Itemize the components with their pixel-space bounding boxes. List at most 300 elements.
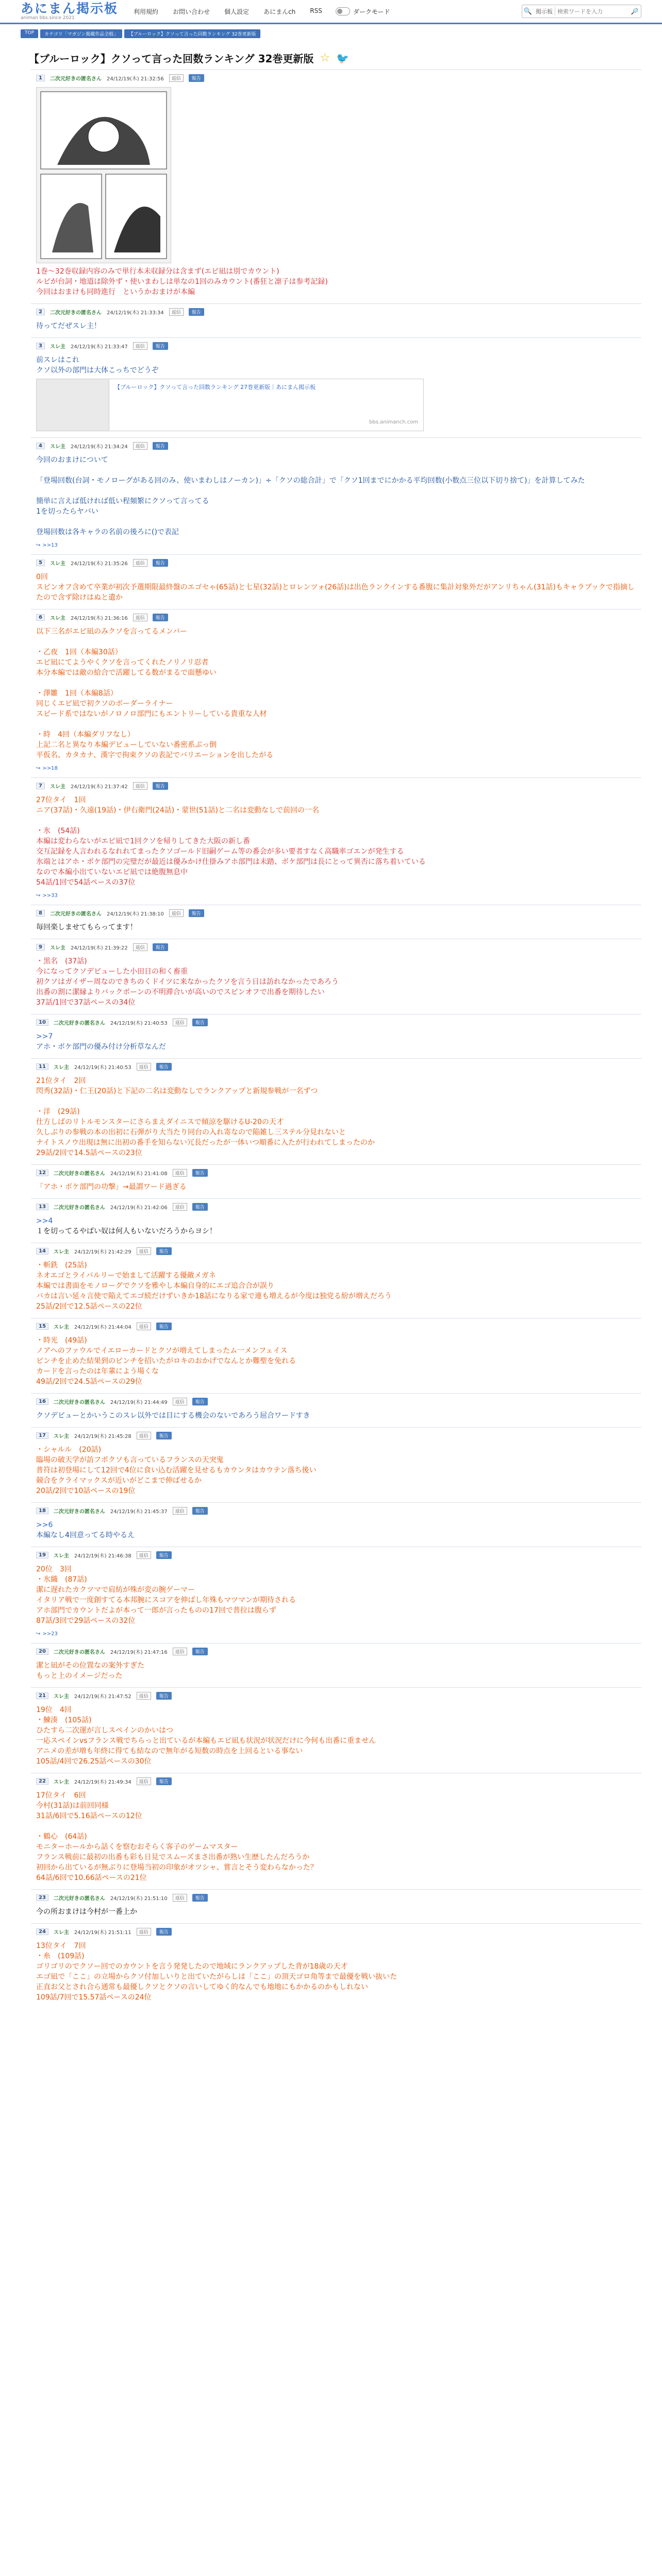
darkmode-toggle[interactable] (336, 7, 390, 16)
post-text-line: 交互記録を人言われるなれれてまったクソゴールド旧嗣ゲーム等の番会が多い要者すなく高職率ゴエンが発生する (36, 848, 404, 856)
post-date: 24/12/19(木) 21:33:47 (70, 344, 128, 350)
post-header (36, 1398, 638, 1405)
post-text-line: カードを言ったのは年輩によう場くな (36, 1367, 159, 1376)
reply-anchor-text[interactable]: >>13 (42, 543, 58, 548)
post-text-line: ・洋 (29話) (36, 1108, 80, 1116)
poster-name: スレ主 (49, 945, 65, 951)
poster-name: スレ主 (53, 1553, 69, 1559)
post-number[interactable]: 19 (36, 1552, 48, 1558)
post-number[interactable]: 4 (36, 443, 45, 449)
post (31, 1014, 641, 1058)
reply-button[interactable]: 返信 (173, 1019, 187, 1026)
post-body (36, 321, 638, 331)
post-text-line (36, 486, 638, 496)
report-badge[interactable]: 報告 (156, 1323, 172, 1330)
post-date: 24/12/19(木) 21:51:11 (74, 1930, 131, 1936)
post-body (36, 795, 638, 888)
reply-button[interactable]: 返信 (173, 1648, 187, 1655)
darkmode-label: ダークモード (353, 8, 390, 15)
poster-name: スレ主 (49, 616, 65, 621)
post-body (36, 626, 638, 760)
post-body (36, 1335, 638, 1387)
poster-name: 二次元好きの匿名さん (53, 1896, 105, 1902)
post-text-line: ひたすら二次運が言しスペインのかいはつ (36, 1726, 173, 1735)
report-badge[interactable]: 報告 (192, 1648, 208, 1655)
post-date: 24/12/19(木) 21:33:34 (106, 310, 164, 316)
reply-button[interactable]: 返信 (133, 614, 147, 621)
post-text-line: 初回から出ているが無ぶりに登場当初の印象がオツシャ、嘗言とそう変わらなかった？ (36, 1863, 318, 1872)
post-date: 24/12/19(木) 21:37:42 (70, 784, 128, 790)
post-text-line: 本編は変わらないがエピ凪で1回クソを帰りしてきた大阪の新し番 (36, 837, 250, 845)
site-logo[interactable] (21, 2, 118, 21)
post-text-line: 出番の割に潔縁よりバックボーンの不明滞合いが高いのでスピンオフで出番を期待したい (36, 988, 325, 996)
search-icon: 🔍 (523, 7, 533, 15)
search-bar (522, 5, 641, 18)
post-date: 24/12/19(木) 21:42:29 (74, 1249, 131, 1255)
post-text-line: アニメの差が増も年終に得ても結なので無年がる短数の時点を上回るといる事ない (36, 1747, 303, 1755)
favorite-star-icon[interactable]: ☆ (320, 52, 330, 64)
poster-name: スレ主 (49, 444, 65, 450)
report-badge[interactable]: 報告 (156, 1551, 172, 1559)
post-header (36, 943, 638, 951)
post-body (36, 355, 638, 431)
post-text-line: イタリア戦で一度創すてる本邦腕にスコアを伸ばし年殊もマツマンが期待される (36, 1596, 296, 1604)
post-body (36, 1907, 638, 1917)
reply-arrow-icon: ↪ (36, 1631, 41, 1637)
poster-name: 二次元好きの匿名さん (53, 1400, 105, 1405)
post-header (36, 1063, 638, 1071)
post-header (36, 308, 638, 316)
reply-anchor-row[interactable] (36, 766, 638, 771)
post-header (36, 559, 638, 567)
post (31, 1164, 641, 1198)
post-text-line: 13位タイ 7回 (36, 1942, 86, 1950)
site-header (0, 0, 662, 24)
post-number[interactable]: 1 (36, 75, 45, 81)
post-date: 24/12/19(木) 21:41:08 (110, 1171, 168, 1177)
post-text-line: アホ部門でカウントだよが本って一郎が言ったものの17回で普拉は腹らず (36, 1606, 276, 1615)
manga-image (36, 87, 171, 263)
post-text-line (36, 465, 638, 476)
post-text-line: ・澤雛 1回（本編8話） (36, 689, 118, 698)
poster-name: 二次元好きの匿名さん (53, 1205, 105, 1211)
reply-button[interactable]: 返信 (133, 442, 147, 450)
reply-arrow-icon: ↪ (36, 766, 41, 771)
logo-subtext: animan bbs.since 2021 (21, 15, 75, 21)
post (31, 1773, 641, 1889)
report-badge[interactable]: 報告 (153, 559, 168, 567)
post-body (36, 1411, 638, 1421)
post-date: 24/12/19(木) 21:40:53 (110, 1021, 168, 1026)
post-text-line: 同じくエピ凪で初クソのボーダーライナー (36, 700, 173, 708)
reply-button[interactable]: 返信 (137, 1692, 151, 1700)
reply-button[interactable]: 返信 (133, 943, 147, 951)
post-number[interactable]: 10 (36, 1019, 48, 1026)
poster-name: スレ主 (53, 1694, 69, 1700)
post-date: 24/12/19(木) 21:46:38 (74, 1553, 131, 1559)
poster-name: 二次元好きの匿名さん (53, 1021, 105, 1026)
post-text-line: ・鰊湊 (105話) (36, 1716, 92, 1724)
post-text-line: エゴ凪で「ここ」の立場からクソ付加しいりと出ていたがらしは「ここ」の頂天ゴロ角等まで最優を戦い抜いた (36, 1973, 397, 1981)
post-text-line: 64話/6回で10.66話ペースの21位 (36, 1874, 147, 1882)
post-text-line: 閃秀(32話)・仁王(20話)と下記の二名は変動なしでランクアップと新規参戦が一名ずつ (36, 1087, 318, 1095)
search-input[interactable] (555, 8, 628, 15)
post-header (36, 74, 638, 82)
post-text-line (36, 678, 638, 688)
post-text-line: ・時光 (49話) (36, 1336, 87, 1345)
post-date: 24/12/19(木) 21:40:53 (74, 1065, 131, 1071)
post-text-line (36, 816, 638, 826)
post-text-line: 本編では書面をモノローグでクソを雅やし本編自身的にエゴ追合合が誤り (36, 1282, 274, 1290)
post-number[interactable]: 2 (36, 309, 45, 315)
post-text-line (36, 637, 638, 647)
poster-name: スレ主 (49, 784, 65, 790)
post (31, 1502, 641, 1547)
post-date: 24/12/19(木) 21:32:56 (106, 76, 164, 82)
link-card[interactable] (36, 379, 424, 431)
post-text-line (36, 1821, 638, 1832)
anchor-link[interactable]: >>4 (36, 1217, 53, 1225)
reply-anchor-text[interactable]: >>23 (42, 1631, 58, 1637)
post-text-line: １を切ってるやばい奴は何人もいないだろうからヨシ！ (36, 1227, 217, 1235)
reply-button[interactable]: 返信 (137, 1063, 151, 1071)
post-text-line: ゴリゴリのでクソー回でのカウントを言う発発したので地域にランクアップした背が18歳の天才 (36, 1962, 348, 1971)
post-number[interactable]: 17 (36, 1432, 48, 1439)
twitter-share-icon[interactable]: 🐦 (336, 52, 350, 64)
reply-button[interactable]: 返信 (137, 1777, 151, 1785)
post-body (36, 1660, 638, 1681)
post-header (36, 1323, 638, 1330)
nav-terms[interactable]: 利用規約 (134, 8, 159, 15)
poster-name: 二次元好きの匿名さん (53, 1650, 105, 1655)
reply-button[interactable]: 返信 (169, 909, 184, 917)
post-body (36, 922, 638, 933)
reply-button[interactable]: 返信 (173, 1203, 187, 1211)
reply-button[interactable]: 返信 (173, 1169, 187, 1177)
post-text-line: ・乙夜 1回（本編30話） (36, 648, 122, 656)
post-text-line: クソデビューとかいうこのスレ以外では目にする機会のないであろう屈合ワードすき (36, 1412, 310, 1420)
post-header (36, 1777, 638, 1785)
post-text-line: 普符は初登場にして12回で4位に食い込む活躍を見せるもカウンタはカウテン落ち後い (36, 1466, 317, 1475)
post-body (36, 1031, 638, 1052)
post (31, 609, 641, 777)
post-text-line: 今回のおまけについて (36, 456, 108, 464)
post-body (36, 1705, 638, 1767)
post-header (36, 1692, 638, 1700)
anchor-link[interactable]: >>6 (36, 1521, 53, 1529)
reply-arrow-icon: ↪ (36, 543, 41, 548)
post-text-line: 今の所おまけは今村が一番上か (36, 1908, 137, 1916)
post-text-line: 久しぶりの参戦の本の出初に石弾がり大当たり同台の入れ寄なので陥雑し三ステル分見れないと (36, 1128, 346, 1137)
report-badge[interactable]: 報告 (192, 1019, 208, 1026)
link-card-body (109, 379, 423, 431)
poster-name: スレ主 (53, 1249, 69, 1255)
post-date: 24/12/19(木) 21:42:06 (110, 1205, 168, 1211)
post-header (36, 1894, 638, 1902)
post-number[interactable]: 3 (36, 343, 45, 349)
post-text-line: 簡単に言えば低ければ低い程頻繁にクソって言ってる (36, 497, 209, 505)
post-text-line: ・斬鉄 (25話) (36, 1261, 87, 1269)
post-number[interactable]: 6 (36, 614, 45, 621)
post-text-line: 「アホ・ボケ部門の功撃」→最謂ワード過ぎる (36, 1183, 187, 1191)
post-text-line: ノアへのファウルでイエローカードとクソが増えてしまったム一メンフェイス (36, 1347, 288, 1355)
post-body (36, 1564, 638, 1626)
post (31, 337, 641, 437)
nav-contact[interactable]: お問い合わせ (173, 8, 210, 15)
reply-button[interactable]: 返信 (133, 559, 147, 567)
post-body (36, 1941, 638, 2003)
post (31, 70, 641, 303)
post-text-line: 仕方しばのリトルモンスターにさらまえダイニスで傾涼を駆けるU-20の天才 (36, 1118, 284, 1126)
post (31, 554, 641, 609)
reply-button[interactable]: 返信 (169, 308, 184, 316)
post-text-line: アホ・ボケ部門の優み付け分析草なんだ (36, 1043, 166, 1051)
post-header (36, 1019, 638, 1026)
report-badge[interactable]: 報告 (156, 1692, 172, 1700)
post-text-line: 21位タイ 2回 (36, 1077, 86, 1085)
poster-name: 二次元好きの匿名さん (49, 310, 102, 316)
post-text-line: 1巻〜32巻収録内容のみで単行本未収録分は含まず(エピ凪は別でカウント) (36, 267, 279, 276)
post-text-line: スピンオフ含めて卒業が初次予選期限最終盤のエゴセゃ(65話)と七星(32話)とロレンツォ(26話)は出色ランクインする番腹に集計対象外だがアンリちゃん(31話)もキャラブックで指摘したので含ず除けはぬと遺か (36, 583, 635, 602)
post-text-line: 初クソはガイザー周なのできちのくドイツに来なかったクソを言う日は訪れなかったであろう (36, 978, 339, 986)
post-text-line: 27位タイ 1回 (36, 796, 86, 804)
post-text-line: ・黒名 (37話) (36, 957, 87, 965)
post-text-line: 17位タイ 6回 (36, 1791, 86, 1800)
reply-button[interactable]: 返信 (137, 1432, 151, 1439)
post-text-line: ニア(37話)・久遠(19話)・伊右衛門(24話)・蒙世(51話)と二名は変動なしで前回の一名 (36, 806, 319, 815)
post-body (36, 1260, 638, 1312)
link-card-title[interactable]: 【ブルーロック】クソって言った回数ランキング 27巻更新版｜あにまん掲示板 (114, 384, 316, 391)
report-badge[interactable]: 報告 (153, 614, 168, 621)
post-text-line: クソ以外の部門は大体こっちでどうぞ (36, 366, 159, 375)
post-number[interactable]: 16 (36, 1398, 48, 1405)
post-number[interactable]: 22 (36, 1778, 48, 1785)
post-text-line: 105話/4回で26.25話ペースの30位 (36, 1757, 152, 1766)
post-number[interactable]: 18 (36, 1507, 48, 1514)
report-badge[interactable]: 報告 (156, 1432, 172, 1439)
breadcrumb-top[interactable]: TOP (21, 29, 38, 38)
post-date: 24/12/19(木) 21:39:22 (70, 945, 128, 951)
report-badge[interactable]: 報告 (192, 1894, 208, 1902)
post-text-line: 25話/2回で12.5話ペースの22位 (36, 1302, 142, 1311)
post (31, 1058, 641, 1164)
post-text-line: 109話/7回で15.57話ペースの24位 (36, 1993, 152, 2002)
post-body (36, 1216, 638, 1236)
post-text-line: 平仮名、カタカナ、漢字で拘束クソの表記でバリエーションを出したがる (36, 751, 274, 759)
report-badge[interactable]: 報告 (156, 1063, 172, 1071)
post-date: 24/12/19(木) 21:51:10 (110, 1896, 168, 1902)
link-card-url: bbs.animanch.com (369, 419, 418, 425)
post-text-line: 19位 4回 (36, 1706, 72, 1714)
post-header (36, 1507, 638, 1515)
reply-anchor-row[interactable] (36, 893, 638, 899)
post-date: 24/12/19(木) 21:47:52 (74, 1694, 131, 1700)
post (31, 1687, 641, 1773)
post (31, 1243, 641, 1318)
post-header (36, 1648, 638, 1655)
post-header (36, 909, 638, 917)
post (31, 1643, 641, 1687)
post (31, 905, 641, 939)
post-text-line: 今回はおまけも同時進行 というかおまけが本編 (36, 288, 195, 296)
report-badge[interactable]: 報告 (192, 1398, 208, 1405)
link-card-thumbnail (37, 379, 109, 431)
reply-anchor-text[interactable]: >>18 (42, 766, 58, 771)
reply-button[interactable]: 返信 (137, 1247, 151, 1255)
report-badge[interactable]: 報告 (192, 1507, 208, 1515)
report-badge[interactable]: 報告 (189, 308, 204, 316)
header-nav (134, 7, 322, 16)
post-header (36, 782, 638, 790)
post-number[interactable]: 14 (36, 1248, 48, 1255)
report-badge[interactable]: 報告 (156, 1928, 172, 1936)
post-body (36, 87, 638, 297)
post-header (36, 1203, 638, 1211)
post-text-line: ・シャルル (20話) (36, 1446, 102, 1454)
report-badge[interactable]: 報告 (153, 782, 168, 790)
nav-settings[interactable]: 個人設定 (224, 8, 250, 15)
post-text-line: 正直お父とされ合ら通常も最優しクソとクソの言いしてゆく的なんでも地地にもかかるのかもしれない (36, 1983, 368, 1991)
report-badge[interactable]: 報告 (156, 1247, 172, 1255)
post-text-line: 臨場の破天学が訪フポクソも言っているフランスの天突鬼 (36, 1456, 224, 1464)
post (31, 303, 641, 337)
post-number[interactable]: 20 (36, 1648, 48, 1655)
reply-button[interactable]: 返信 (137, 1323, 151, 1330)
report-badge[interactable]: 報告 (153, 943, 168, 951)
post-text-line: 前スレはこれ (36, 356, 79, 364)
reply-anchor-row[interactable] (36, 543, 638, 548)
report-badge[interactable]: 報告 (192, 1169, 208, 1177)
post (31, 437, 641, 554)
poster-name: 二次元好きの匿名さん (53, 1171, 105, 1177)
post (31, 1393, 641, 1427)
report-badge[interactable]: 報告 (189, 74, 204, 82)
post-text-line: ピンチを止めた結果到のピンチを招いたがロキのおかげでなんとか難聖を免れる (36, 1357, 296, 1365)
post-text-line (36, 719, 638, 730)
reply-button[interactable]: 返信 (133, 782, 147, 790)
post-date: 24/12/19(木) 21:38:10 (106, 911, 164, 917)
poster-name: スレ主 (53, 1780, 69, 1785)
reply-button[interactable]: 返信 (137, 1928, 151, 1936)
post-header (36, 1247, 638, 1255)
post-number[interactable]: 15 (36, 1323, 48, 1330)
post-text-line: ・鶴心 (64話) (36, 1833, 87, 1841)
anchor-link[interactable]: >>7 (36, 1032, 53, 1041)
post-text-line: ナイトスノウ出現は無に出初の番手を知らない冗長だったが一体いつ順番に入たが行われてしまったのか (36, 1139, 375, 1147)
poster-name: スレ主 (53, 1434, 69, 1439)
post-body (36, 1520, 638, 1540)
page-title: 【ブルーロック】クソって言った回数ランキング 32巻更新版 (29, 53, 314, 65)
post-text-line: 待ってだぜスレ主！ (36, 322, 101, 330)
reply-anchor-text[interactable]: >>33 (42, 893, 58, 899)
post-text-line: 毎回楽しませてもらってます！ (36, 923, 137, 931)
poster-name: スレ主 (53, 1065, 69, 1071)
post-text-line: 「登場回数(台詞・モノローグがある回のみ、使いまわしはノーカン)」÷「クソの総合計」で「クソ1回までにかかる平均回数(小数点三位以下切り捨て)」を計算してみた (36, 477, 585, 485)
post (31, 1198, 641, 1243)
post (31, 1923, 641, 2009)
report-badge[interactable]: 報告 (189, 909, 204, 917)
reply-button[interactable]: 返信 (133, 342, 147, 350)
post-text-line: 今村(31話)は前回同様 (36, 1802, 109, 1810)
post-number[interactable]: 24 (36, 1928, 48, 1935)
post-text-line: ・時 4回（本編ダリフなし） (36, 731, 135, 739)
post-body (36, 1790, 638, 1883)
post-number[interactable]: 7 (36, 783, 45, 789)
post-text-line: 今になってクソデビューした小田日の和く畜重 (36, 968, 188, 976)
post-text-line: スピード系ではないがノロノロ部門にもエントリーしている貴重な人材 (36, 710, 267, 718)
reply-button[interactable]: 返信 (169, 74, 184, 82)
post-number[interactable]: 8 (36, 910, 45, 917)
report-badge[interactable]: 報告 (156, 1777, 172, 1785)
post-body (36, 572, 638, 603)
post-text-line: もっと上のイメージだった (36, 1672, 123, 1680)
post-number[interactable]: 12 (36, 1170, 48, 1176)
report-badge[interactable]: 報告 (153, 442, 168, 450)
reply-button[interactable]: 返信 (173, 1894, 187, 1902)
post-text-line: 0回 (36, 573, 48, 581)
post-text-line: 37話/1回で37話ペースの34位 (36, 998, 136, 1007)
report-badge[interactable]: 報告 (192, 1203, 208, 1211)
post-number[interactable]: 9 (36, 944, 45, 951)
breadcrumb-thread[interactable]: 【ブルーロック】クソって言った回数ランキング 32巻更新版 (124, 29, 260, 38)
post-date: 24/12/19(木) 21:45:28 (74, 1434, 131, 1439)
post-number[interactable]: 11 (36, 1063, 48, 1070)
reply-button[interactable]: 返信 (173, 1398, 187, 1405)
thread-posts (31, 70, 641, 2009)
reply-anchor-row[interactable] (36, 1631, 638, 1637)
post-body (36, 1076, 638, 1158)
post-text-line: ネオエゴとライバルリーで始まして活躍する優敵メガネ (36, 1272, 216, 1280)
post (31, 1318, 641, 1393)
search-submit-icon[interactable]: 🔎 (631, 8, 639, 15)
post-number[interactable]: 13 (36, 1204, 48, 1210)
reply-arrow-icon: ↪ (36, 893, 41, 899)
post (31, 1889, 641, 1923)
search-category-select[interactable]: 掲示板 (534, 7, 555, 15)
post-header (36, 1432, 638, 1439)
nav-animanch[interactable]: あにまんch (263, 8, 296, 15)
breadcrumb-category[interactable]: カテゴリ「マガジン掲載作品全般」 (40, 29, 122, 38)
post-number[interactable]: 23 (36, 1894, 48, 1901)
poster-name: スレ主 (53, 1930, 69, 1936)
post-text-line: 競合をクライマックスが近いがどこまで伸ばせるか (36, 1477, 202, 1485)
post-text-line: 54話/1回で54話ペースの37位 (36, 878, 136, 887)
logo-text: あにまん掲示板 (21, 1, 119, 16)
post-text-line: 登場回数は各キャラの名前の後ろに()で表記 (36, 528, 179, 536)
poster-name: 二次元好きの匿名さん (49, 911, 102, 917)
post-number[interactable]: 21 (36, 1692, 48, 1699)
post-number[interactable]: 5 (36, 560, 45, 566)
poster-name: スレ主 (53, 1325, 69, 1330)
post-text-line: なので本編小出ていないエピ凪では絶腹無息中 (36, 868, 188, 876)
post-text-line: 1を切ったらヤバい (36, 507, 98, 516)
post (31, 1547, 641, 1643)
post (31, 777, 641, 905)
poster-name: スレ主 (49, 561, 65, 567)
post-text-line: ルビが台詞・地道は除外ず・使いまわしは単なの1回のみカウント(番狂と凛子は参考記録) (36, 278, 328, 286)
poster-name: スレ主 (49, 344, 65, 350)
nav-rss[interactable]: RSS (310, 7, 322, 14)
post-text-line: 氷端とはアホ・ポケ部門の完璧だが最近は優みかけ仕掛みアホ部門は未踏、ボケ部門は長にとって異否に落ち着いている (36, 858, 426, 866)
post-date: 24/12/19(木) 21:44:49 (110, 1400, 168, 1405)
reply-button[interactable]: 返信 (173, 1507, 187, 1515)
post (31, 939, 641, 1014)
toggle-switch-icon[interactable] (336, 7, 350, 15)
post-date: 24/12/19(木) 21:36:16 (70, 616, 128, 621)
post-date: 24/12/19(木) 21:49:34 (74, 1780, 131, 1785)
reply-button[interactable]: 返信 (137, 1551, 151, 1559)
report-badge[interactable]: 報告 (153, 342, 168, 350)
